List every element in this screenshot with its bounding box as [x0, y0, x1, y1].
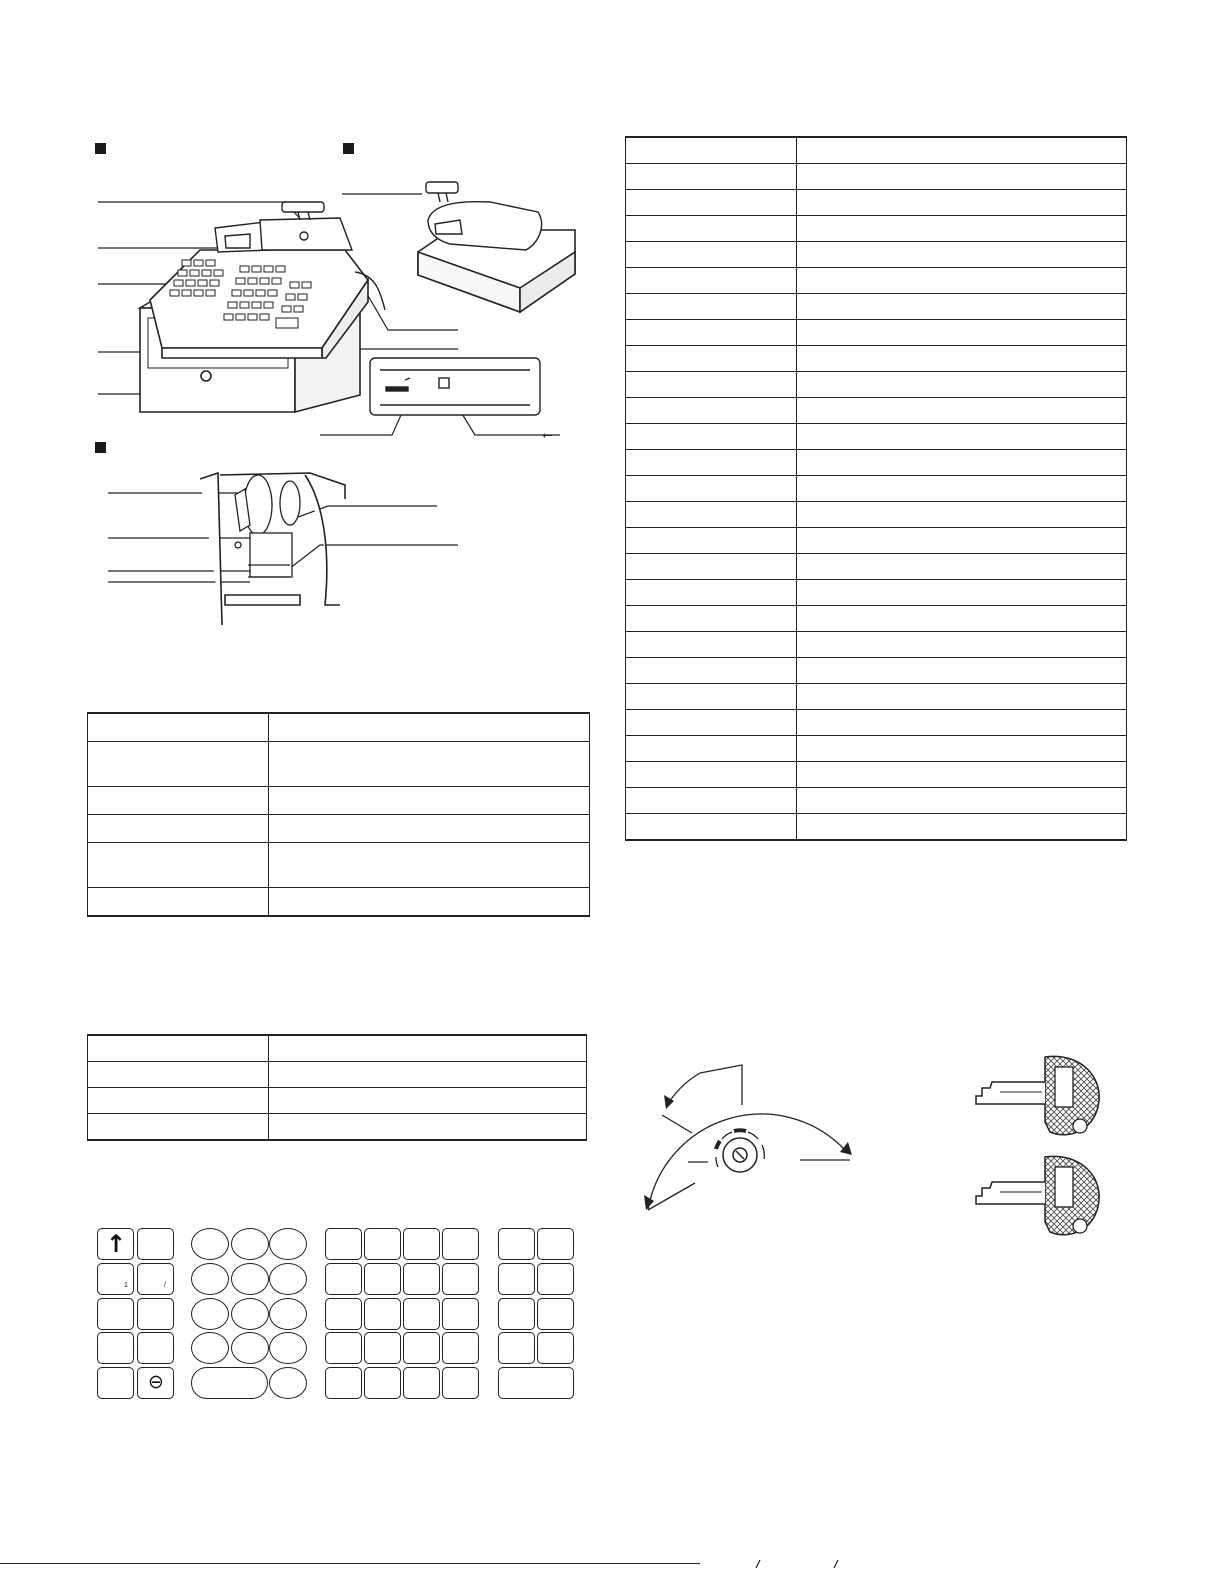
department-key[interactable]: [442, 1228, 479, 1260]
table-row: [88, 888, 590, 917]
front-view-marker: [95, 143, 106, 154]
keyboard-key[interactable]: [97, 1298, 134, 1330]
numeric-key[interactable]: [191, 1263, 229, 1295]
table-row: [626, 788, 1127, 814]
function-key[interactable]: [537, 1228, 574, 1260]
keyboard-key[interactable]: [97, 1263, 134, 1295]
table-row: [88, 843, 590, 888]
department-key[interactable]: [403, 1263, 440, 1295]
manager-key-illustration: [970, 1052, 1120, 1142]
table-row: [626, 684, 1127, 710]
numeric-key[interactable]: [269, 1332, 307, 1364]
department-key[interactable]: [403, 1332, 440, 1364]
function-key[interactable]: [498, 1298, 535, 1330]
table-row: [88, 1114, 587, 1141]
numeric-key[interactable]: [269, 1367, 307, 1399]
mode-table: [87, 1034, 587, 1141]
table-row: [626, 502, 1127, 528]
table-row: [88, 1088, 587, 1114]
footer-marks: [740, 1556, 860, 1568]
numeric-key[interactable]: [269, 1298, 307, 1330]
table-row: [626, 632, 1127, 658]
department-key[interactable]: [442, 1298, 479, 1330]
parts-table-left: [87, 712, 590, 917]
table-row: [626, 658, 1127, 684]
department-key[interactable]: [403, 1228, 440, 1260]
table-row: [626, 528, 1127, 554]
keyboard-key[interactable]: [137, 1263, 174, 1295]
table-row: [626, 606, 1127, 632]
table-row: [626, 424, 1127, 450]
table-row: [88, 787, 590, 815]
department-key[interactable]: [364, 1228, 401, 1260]
department-key[interactable]: [325, 1367, 362, 1399]
keyboard-key[interactable]: [137, 1298, 174, 1330]
table-row: [626, 320, 1127, 346]
table-row: [626, 346, 1127, 372]
parts-table-right: [625, 136, 1127, 841]
table-row: [88, 1035, 587, 1062]
zero-key[interactable]: [191, 1367, 268, 1399]
numeric-key[interactable]: [231, 1263, 269, 1295]
table-row: [626, 372, 1127, 398]
keyboard-key[interactable]: [137, 1332, 174, 1364]
footer-rule: [0, 1563, 700, 1564]
department-key[interactable]: [364, 1263, 401, 1295]
table-row: [626, 190, 1127, 216]
numeric-key[interactable]: [269, 1228, 307, 1260]
table-row: [626, 580, 1127, 606]
printer-illustration: [100, 465, 465, 630]
department-key[interactable]: [325, 1298, 362, 1330]
keyboard-key[interactable]: [97, 1367, 134, 1399]
key-mark: /: [164, 1282, 166, 1289]
department-key[interactable]: [364, 1367, 401, 1399]
keyboard-key[interactable]: [97, 1332, 134, 1364]
minus-key[interactable]: [137, 1367, 174, 1399]
table-row: [626, 137, 1127, 164]
table-row: [626, 762, 1127, 788]
table-row: [626, 268, 1127, 294]
svg-text:⭠: ⭠: [542, 428, 553, 440]
table-row: [626, 710, 1127, 736]
department-key[interactable]: [403, 1298, 440, 1330]
minus-circle-icon: ⊖: [148, 1371, 164, 1393]
function-key[interactable]: [537, 1263, 574, 1295]
key-mark: 1: [124, 1282, 128, 1289]
table-row: [626, 216, 1127, 242]
department-key[interactable]: [325, 1263, 362, 1295]
department-key[interactable]: [325, 1332, 362, 1364]
numeric-key[interactable]: [231, 1332, 269, 1364]
department-key[interactable]: [364, 1298, 401, 1330]
numeric-key[interactable]: [191, 1298, 229, 1330]
function-key[interactable]: [537, 1332, 574, 1364]
numeric-key[interactable]: [269, 1263, 307, 1295]
keyboard-key[interactable]: [137, 1228, 174, 1260]
table-row: [88, 1062, 587, 1088]
department-key[interactable]: [403, 1367, 440, 1399]
table-row: [626, 476, 1127, 502]
rear-view-illustration: [340, 170, 580, 320]
printer-marker: [95, 442, 106, 453]
function-key[interactable]: [537, 1298, 574, 1330]
function-key[interactable]: [498, 1228, 535, 1260]
table-row: [626, 398, 1127, 424]
department-key[interactable]: [325, 1228, 362, 1260]
table-row: [88, 742, 590, 787]
numeric-key[interactable]: [231, 1298, 269, 1330]
operator-key-illustration: [970, 1152, 1120, 1242]
numeric-key[interactable]: [191, 1228, 229, 1260]
table-row: [88, 713, 590, 742]
department-key[interactable]: [442, 1332, 479, 1364]
total-key[interactable]: [498, 1367, 574, 1399]
table-row: [626, 554, 1127, 580]
function-key[interactable]: [498, 1263, 535, 1295]
numeric-key[interactable]: [231, 1228, 269, 1260]
table-row: [626, 450, 1127, 476]
table-row: [626, 242, 1127, 268]
mode-switch-dial: [630, 1045, 860, 1225]
table-row: [626, 814, 1127, 841]
department-key[interactable]: [442, 1367, 479, 1399]
table-row: [626, 164, 1127, 190]
rear-view-marker: [343, 143, 354, 154]
paper-feed-key[interactable]: [97, 1228, 134, 1260]
function-key[interactable]: [498, 1332, 535, 1364]
department-key[interactable]: [442, 1263, 479, 1295]
up-arrow-icon: ↑: [106, 1230, 127, 1258]
table-row: [626, 294, 1127, 320]
table-row: [88, 815, 590, 843]
numeric-key[interactable]: [191, 1332, 229, 1364]
table-row: [626, 736, 1127, 762]
department-key[interactable]: [364, 1332, 401, 1364]
